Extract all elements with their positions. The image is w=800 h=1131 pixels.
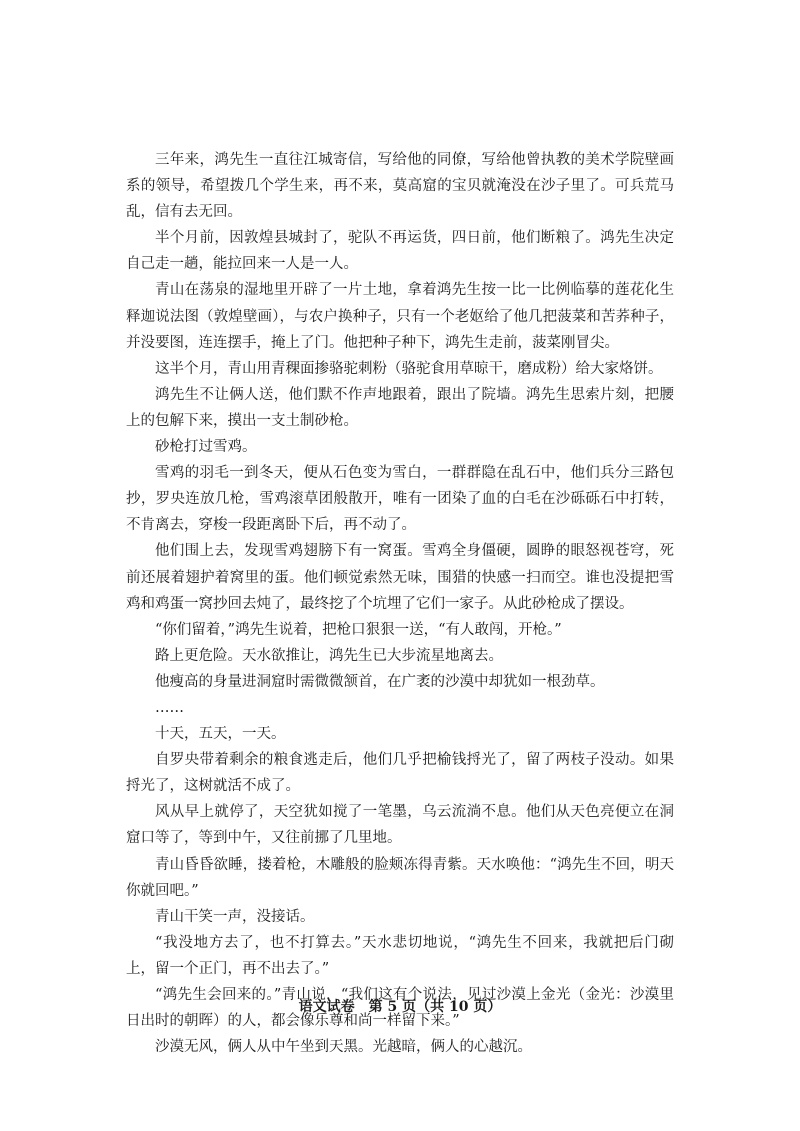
paragraph: 半个月前，因敦煌县城封了，驼队不再运货，四日前，他们断粮了。鸿先生决定自己走一趟，能拉回来一人是一人。 <box>126 230 674 273</box>
paragraph: 十天，五天，一天。 <box>155 726 286 743</box>
paragraph: 他瘦高的身量进洞窟时需微微颔首，在广袤的沙漠中却犹如一根劲草。 <box>155 673 605 690</box>
paragraph: 风从早上就停了，天空犹如搅了一笔墨，乌云流淌不息。他们从天色亮便立在洞窟口等了，等到中午，又往前挪了几里地。 <box>126 804 674 847</box>
passage-body <box>126 147 674 1060</box>
paragraph: 路上更危险。天水欲推让，鸿先生已大步流星地离去。 <box>155 647 503 664</box>
paragraph: 青山在荡泉的湿地里开辟了一片土地，拿着鸿先生按一比一比例临摹的莲花化生释迦说法图（敦煌壁画），与农户换种子，只有一个老妪给了他几把菠菜和苦荞种子，并没要图，连连摆手，掩上了门。他把种子种下，鸿先生走前，菠菜刚冒尖。 <box>126 282 674 351</box>
paragraph: 青山昏昏欲睡，搂着枪，木雕般的脸颊冻得青紫。天水唤他：“鸿先生不回，明天你就回吧。” <box>126 856 674 899</box>
paragraph: 砂枪打过雪鸡。 <box>155 439 257 456</box>
page-footer: 语文试卷 第 5 页（共 10 页） <box>298 999 502 1015</box>
paragraph: “鸿先生会回来的。”青山说，“我们这有个说法，见过沙漠上金光（金光：沙漠里日出时的朝晖）的人，都会像乐尊和尚一样留下来。” <box>126 987 674 1030</box>
paragraph: “我没地方去了，也不打算去。”天水悲切地说，“鸿先生不回来，我就把后门砌上，留一个正门，再不出去了。” <box>126 934 674 977</box>
paragraph: 他们围上去，发现雪鸡翅膀下有一窝蛋。雪鸡全身僵硬，圆睁的眼怒视苍穹，死前还展着翅护着窝里的蛋。他们顿觉索然无味，围猎的快感一扫而空。谁也没提把雪鸡和鸡蛋一窝抄回去炖了，最终挖了个坑埋了它们一家子。从此砂枪成了摆设。 <box>126 543 674 612</box>
paragraph: 自罗央带着剩余的粮食逃走后，他们几乎把榆钱捋光了，留了两枝子没动。如果捋光了，这树就活不成了。 <box>126 752 674 795</box>
ellipsis-separator: …… <box>155 699 184 716</box>
paragraph: 青山干笑一声，没接话。 <box>155 908 315 925</box>
paragraph: “你们留着，”鸿先生说着，把枪口狠狠一送，“有人敢闯，开枪。” <box>155 621 562 638</box>
paragraph: 雪鸡的羽毛一到冬天，便从石色变为雪白，一群群隐在乱石中，他们兵分三路包抄，罗央连放几枪，雪鸡滚草团般散开，唯有一团染了血的白毛在沙砾砾石中打转，不肯离去，穿梭一段距离卧下后，再不动了。 <box>126 465 674 534</box>
paragraph: 沙漠无风，俩人从中午坐到天黑。光越暗，俩人的心越沉。 <box>155 1039 532 1056</box>
paragraph: 三年来，鸿先生一直往江城寄信，写给他的同僚，写给他曾执教的美术学院壁画系的领导，希望拨几个学生来，再不来，莫高窟的宝贝就淹没在沙子里了。可兵荒马乱，信有去无回。 <box>126 152 674 221</box>
paragraph: 鸿先生不让俩人送，他们默不作声地跟着，跟出了院墙。鸿先生思索片刻，把腰上的包解下来，摸出一支土制砂枪。 <box>126 386 674 429</box>
paragraph: 这半个月，青山用青稞面掺骆驼刺粉（骆驼食用草晾干，磨成粉）给大家烙饼。 <box>155 360 663 377</box>
